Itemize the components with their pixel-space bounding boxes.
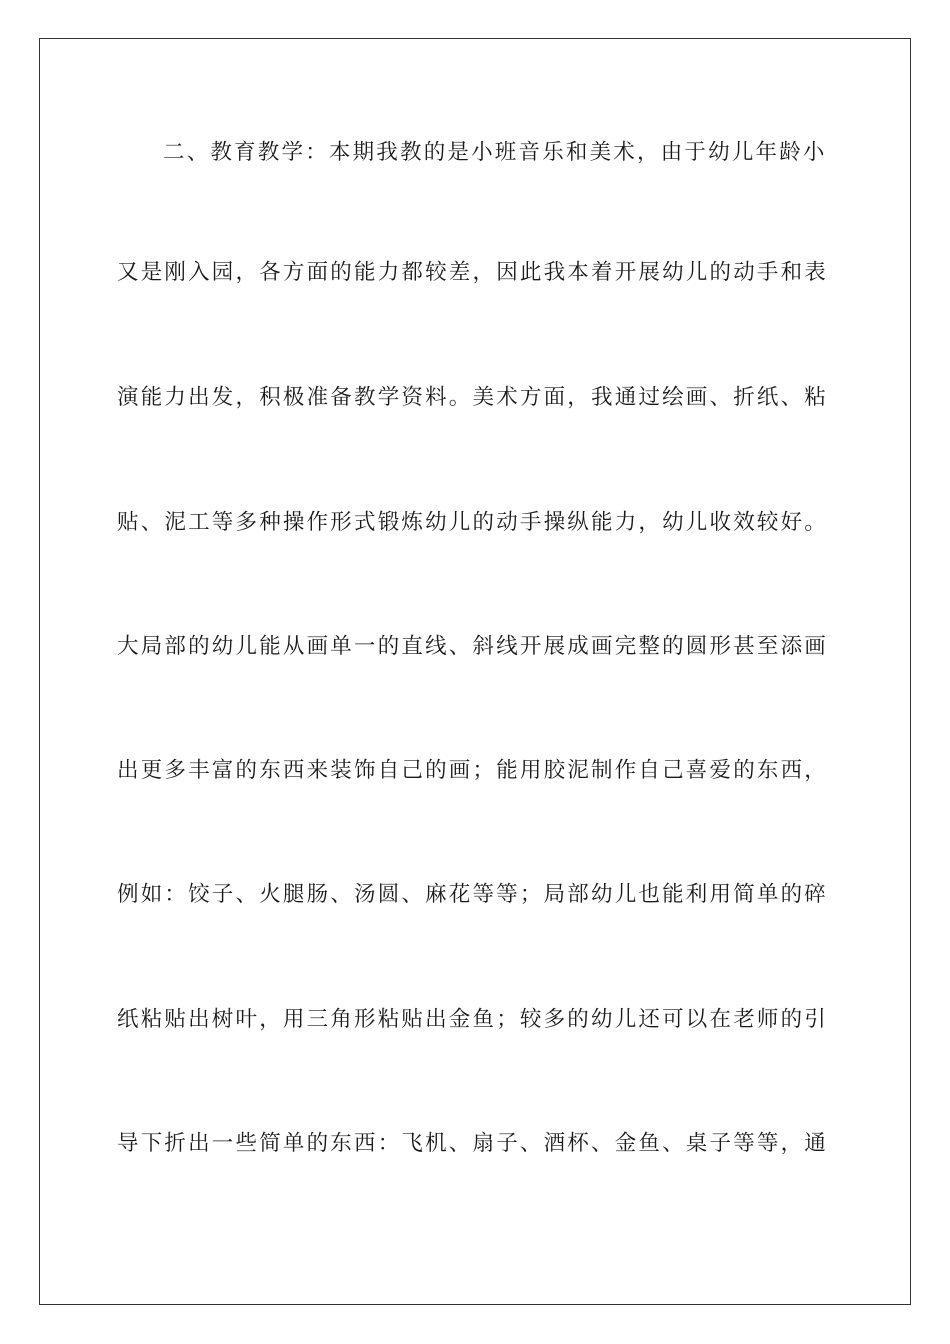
- paragraph-line: 纸粘贴出树叶，用三角形粘贴出金鱼；较多的幼儿还可以在老师的引: [117, 1007, 829, 1032]
- paragraph-line: 演能力出发，积极准备教学资料。美术方面，我通过绘画、折纸、粘: [117, 385, 829, 410]
- paragraph-line: 例如：饺子、火腿肠、汤圆、麻花等等；局部幼儿也能利用简单的碎: [117, 882, 829, 907]
- page-frame: [39, 38, 911, 1305]
- paragraph-line: 大局部的幼儿能从画单一的直线、斜线开展成画完整的圆形甚至添画: [117, 634, 829, 659]
- paragraph-line: 导下折出一些简单的东西：飞机、扇子、酒杯、金鱼、桌子等等，通: [117, 1131, 829, 1156]
- paragraph-line: 出更多丰富的东西来装饰自己的画；能用胶泥制作自己喜爱的东西，: [117, 758, 829, 783]
- paragraph-line: 贴、泥工等多种操作形式锻炼幼儿的动手操纵能力，幼儿收效较好。: [117, 510, 829, 535]
- paragraph-line: 又是刚入园，各方面的能力都较差，因此我本着开展幼儿的动手和表: [117, 260, 829, 285]
- paragraph-line: 二、教育教学：本期我教的是小班音乐和美术，由于幼儿年龄小: [163, 140, 827, 165]
